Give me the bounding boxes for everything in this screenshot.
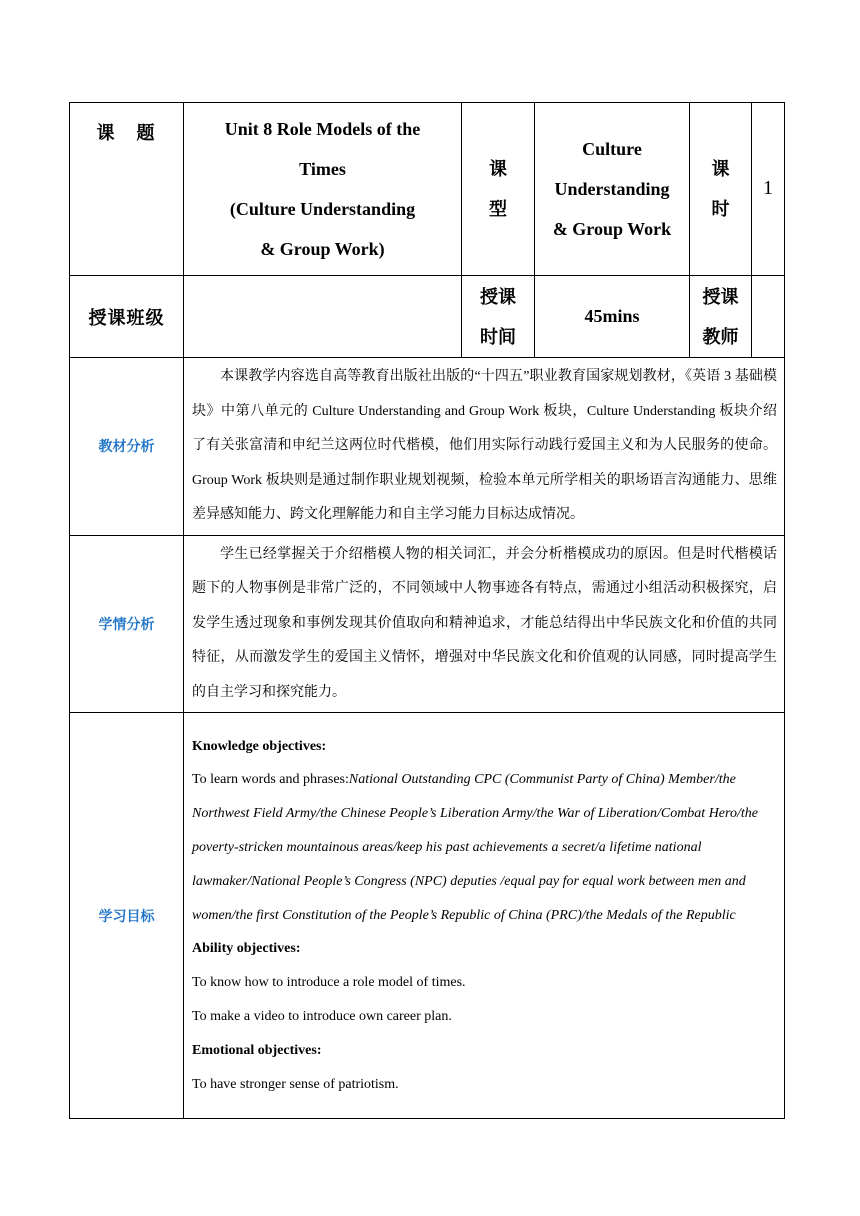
class-value (184, 276, 462, 358)
teacher-label (690, 276, 752, 358)
student-paragraph: 学生已经掌握关于介绍楷模人物的相关词汇，并会分析楷模成功的原因。但是时代楷模话题下的人物事例是非常广泛的，不同领域中人物事迹各有特点，需通过小组活动积极探究，启发学生透过现象和事例发现其价值取向和精神追求，才能总结得出中华民族文化和价值的共同特征，从而激发学生的爱国主义情怀，增强对中华民族文化和价值观的认同感，同时提高学生的自主学习和探究能力。 (192, 546, 777, 700)
ability-item: To make a video to introduce own career plan. (192, 1008, 452, 1024)
knowledge-intro: To learn words and phrases: (192, 772, 349, 788)
objectives-row (70, 713, 785, 1119)
time-label (462, 276, 535, 358)
learning-objectives-label: 学习目标 (70, 713, 184, 1119)
class-hours-label-char: 课 (711, 159, 730, 179)
unit-title-line: (Culture Understanding (229, 199, 416, 219)
class-row (70, 276, 785, 358)
lesson-plan-table (69, 102, 785, 1119)
students-row (70, 535, 785, 713)
student-analysis-text (184, 535, 785, 713)
class-hours-label-char: 时 (711, 199, 730, 219)
unit-title-line: & Group Work) (260, 239, 385, 259)
time-value: 45mins (535, 276, 690, 358)
textbook-row (70, 358, 785, 536)
lesson-type-line: Understanding (554, 179, 670, 199)
learning-objectives-content (184, 713, 785, 1119)
knowledge-phrases: National Outstanding CPC (Communist Party of China) Member/the Northwest Field Army/the Chinese People’s Liberation Army/the War of Liberation/Combat Hero/the poverty-stricken mountainous areas/keep his past achievements a secret/a lifetime national lawmaker/National People’s Congress (NPC) deputies /equal pay for equal work between men and women/the first Constitution of the People’s Republic of China (PRC)/the Medals of the Republic (192, 772, 758, 923)
time-label-line: 授课 (480, 286, 516, 307)
lesson-type-label (462, 103, 535, 276)
lesson-type-line: Culture (582, 139, 642, 159)
emotional-heading: Emotional objectives: (192, 1042, 322, 1058)
unit-title (184, 103, 462, 276)
textbook-analysis-label: 教材分析 (70, 358, 184, 536)
class-label: 授课班级 (70, 276, 184, 358)
textbook-paragraph: 本课教学内容选自高等教育出版社出版的“十四五”职业教育国家规划教材，《英语 3 基础模块》中第八单元的 Culture Understanding and Group Work 板块，Culture Understanding 板块介绍了有关张富清和申纪兰这两位时代楷模，他们用实际行动践行爱国主义和为人民服务的使命。Group Work 板块则是通过制作职业规划视频，检验本单元所学相关的职场语言沟通能力、思维差异感知能力、跨文化理解能力和自主学习能力目标达成情况。 (192, 369, 777, 522)
class-hours-value: 1 (752, 103, 785, 276)
student-analysis-label: 学情分析 (70, 535, 184, 713)
textbook-analysis-text (184, 358, 785, 536)
lesson-type-value (535, 103, 690, 276)
emotional-item: To have stronger sense of patriotism. (192, 1076, 399, 1092)
unit-title-line: Times (299, 159, 346, 179)
teacher-value (752, 276, 785, 358)
ability-heading: Ability objectives: (192, 941, 301, 957)
lesson-type-line: & Group Work (552, 219, 672, 239)
class-hours-label (690, 103, 752, 276)
teacher-label-line: 授课 (702, 286, 739, 307)
teacher-label-line: 教师 (702, 326, 739, 347)
header-row (70, 103, 785, 276)
subject-label: 课 题 (70, 103, 184, 276)
knowledge-text (192, 763, 777, 932)
knowledge-heading: Knowledge objectives: (192, 738, 327, 754)
time-label-line: 时间 (480, 326, 516, 347)
unit-title-line: Unit 8 Role Models of the (224, 119, 421, 139)
lesson-type-label-char: 型 (489, 199, 507, 219)
lesson-type-label-char: 课 (489, 159, 507, 179)
ability-item: To know how to introduce a role model of times. (192, 975, 466, 991)
